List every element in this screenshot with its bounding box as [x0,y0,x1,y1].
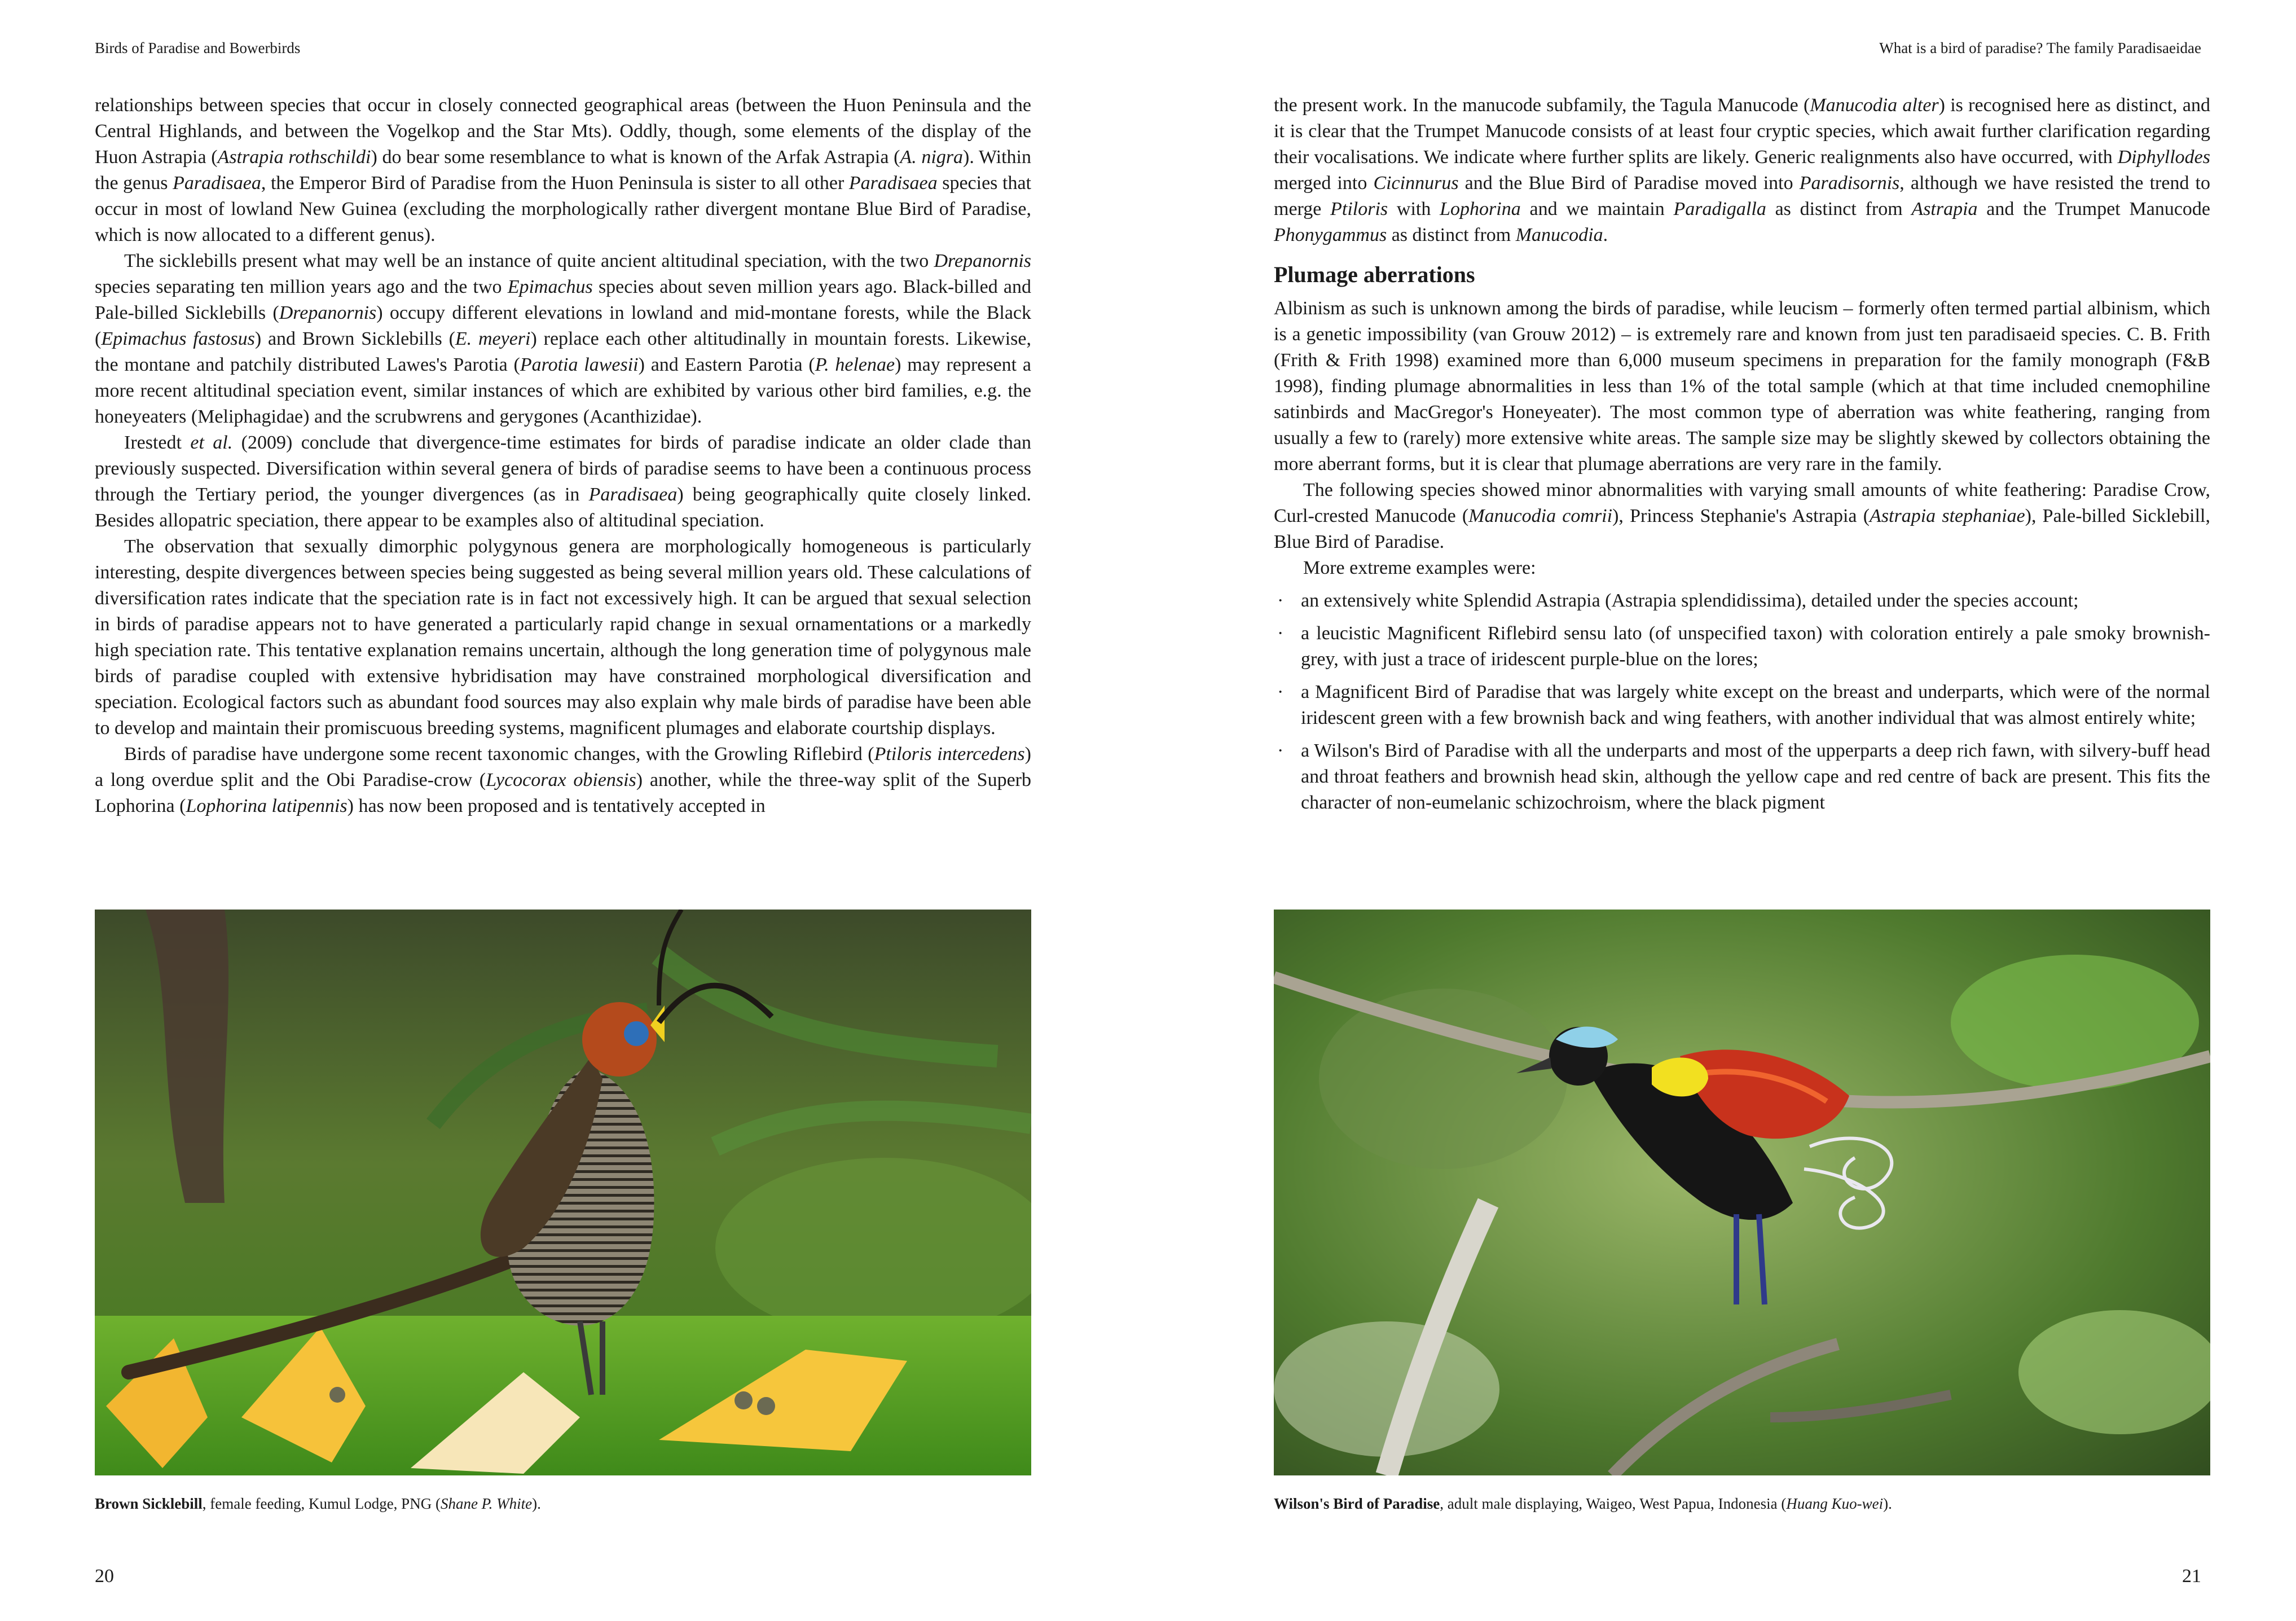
left-body-text [95,93,1031,819]
running-head-left: Birds of Paradise and Bowerbirds [95,39,301,56]
paragraph: the present work. In the manucode subfamily, the Tagula Manucode (Manucodia alter) is recognised here as distinct, and it is clear that the Trumpet Manucode consists of at least four cryptic species, which await further clarification regarding their vocalisations. We indicate where further splits are likely. Generic realignments also have occurred, with Diphyllodes merged into Cicinnurus and the Blue Bird of Paradise moved into Paradisornis, although we have resisted the trend to merge Ptiloris with Lophorina and we maintain Paradigalla as distinct from Astrapia and the Trumpet Manucode Phonygammus as distinct from Manucodia. [1274,95,2211,245]
photo-caption-right: Wilson's Bird of Paradise, adult male displaying, Waigeo, West Papua, Indonesia (Huang Kuo-wei). [1274,1495,1892,1512]
paragraph: Irestedt et al. (2009) conclude that divergence-time estimates for birds of paradise indicate an older clade than previously suspected. Diversification within several genera of birds of paradise seems to have been a continuous process through the Tertiary period, the younger divergences (as in Paradisaea) being geographically quite closely linked. Besides allopatric speciation, there appear to be examples also of altitudinal speciation. [95,432,1032,531]
section-heading: Plumage aberrations [1274,262,1475,287]
bullet-icon: · [1277,740,1284,761]
photo-caption-left: Brown Sicklebill, female feeding, Kumul Lodge, PNG (Shane P. White). [95,1495,541,1512]
running-head-right: What is a bird of paradise? The family Paradisaeidae [1879,39,2201,56]
bullet-icon: · [1277,682,1284,702]
paragraph: The following species showed minor abnormalities with varying small amounts of white feathering: Paradise Crow, Curl-crested Manucode (Manucodia comrii), Princess Stephanie's Astrapia (Astrapia stephaniae), Pale-billed Sicklebill, Blue Bird of Paradise. [1274,480,2210,552]
paragraph: The sicklebills present what may well be an instance of quite ancient altitudinal speciation, with the two Drepanornis species separating ten million years ago and the two Epimachus species about seven million years ago. Black-billed and Pale-billed Sicklebills (Drepanornis) occupy different elevations in lowland and mid-montane forests, while the Black (Epimachus fastosus) and Brown Sicklebills (E. meyeri) replace each other altitudinally in mountain forests. Likewise, the montane and patchily distributed Lawes's Parotia (Parotia lawesii) and Eastern Parotia (P. helenae) may represent a more recent altitudinal speciation event, similar instances of which are exhibited by various other bird families, e.g. the honeyeaters (Meliphagidae) and the scrubwrens and gerygones (Acanthizidae). [95,251,1032,427]
list-item: · a Wilson's Bird of Paradise with all the underparts and most of the upperparts a deep rich fawn, with silvery-buff head and throat feathers and brownish head skin, although the yellow cape and red centre of back are present. This fits the character of non-eumelanic schizochroism, where the black pigment [1274,738,2210,816]
page-number-right: 21 [2182,1566,2201,1587]
list-item: · a Magnificent Bird of Paradise that was largely white except on the breast and underparts, which were of the normal iridescent green with a few brownish back and wing feathers, with another individual that was almost entirely white; [1274,679,2210,731]
paragraph: More extreme examples were: [1303,557,1536,578]
wilsons-bird-of-paradise-photo [1274,910,2210,1475]
page-number-left: 20 [95,1566,114,1587]
bullet-icon: · [1277,623,1284,644]
paragraph: relationships between species that occur in closely connected geographical areas (between the Huon Peninsula and the Central Highlands, and between the Vogelkop and the Star Mts). Oddly, though, some elements of the display of the Huon Astrapia (Astrapia rothschildi) do bear some resemblance to what is known of the Arfak Astrapia (A. nigra). Within the genus Paradisaea, the Emperor Bird of Paradise from the Huon Peninsula is sister to all other Paradisaea species that occur in most of lowland New Guinea (excluding the morphologically rather divergent montane Blue Bird of Paradise, which is now allocated to a different genus). [95,95,1032,245]
list-item: · an extensively white Splendid Astrapia (Astrapia splendidissima), detailed under the species account; [1274,588,2210,614]
paragraph: Birds of paradise have undergone some recent taxonomic changes, with the Growling Riflebird (Ptiloris intercedens) a long overdue split and the Obi Paradise-crow (Lycocorax obiensis) another, while the three-way split of the Superb Lophorina (Lophorina latipennis) has now been proposed and is tentatively accepted in [95,744,1032,816]
paragraph: The observation that sexually dimorphic polygynous genera are morphologically homogeneous is particularly interesting, despite divergences between species being suggested as being several million years old. These calculations of diversification rates indicate that the speciation rate is in fact not excessively high. It can be argued that sexual selection in birds of paradise appears not to have generated a particularly rapid change in sexual ornamentations or a markedly high speciation rate. This tentative explanation remains uncertain, although the long generation time of polygynous male birds of paradise coupled with extensive hybridisation may have constrained morphological diversification and speciation. Ecological factors such as abundant food sources may also explain why male birds of paradise have been able to develop and maintain their promiscuous breeding systems, magnificent plumages and elaborate courtship displays. [95,536,1031,739]
paragraph: Albinism as such is unknown among the birds of paradise, while leucism – formerly often termed partial albinism, which is a genetic impossibility (van Grouw 2012) – is extremely rare and known from just ten paradisaeid species. C. B. Frith (Frith & Frith 1998) examined more than 6,000 museum specimens in preparation for the family monograph (F&B 1998), finding plumage abnormalities in less than 1% of the total sample (which at that time included cnemophiline satinbirds and MacGregor's Honeyeater). The most common type of aberration was white feathering, ranging from usually a few to (rarely) more extensive white areas. The sample size may be slightly skewed by collectors obtaining the more aberrant forms, but it is clear that plumage aberrations are very rare in the family. [1274,298,2210,475]
right-body-text [1274,93,2210,823]
list-item: · a leucistic Magnificent Riflebird sensu lato (of unspecified taxon) with coloration entirely a pale smoky brownish-grey, with just a trace of iridescent purple-blue on the lores; [1274,621,2210,673]
right-page [1148,0,2296,1621]
aberration-list [1274,588,2210,816]
brown-sicklebill-photo [95,910,1031,1475]
bullet-icon: · [1277,590,1284,611]
